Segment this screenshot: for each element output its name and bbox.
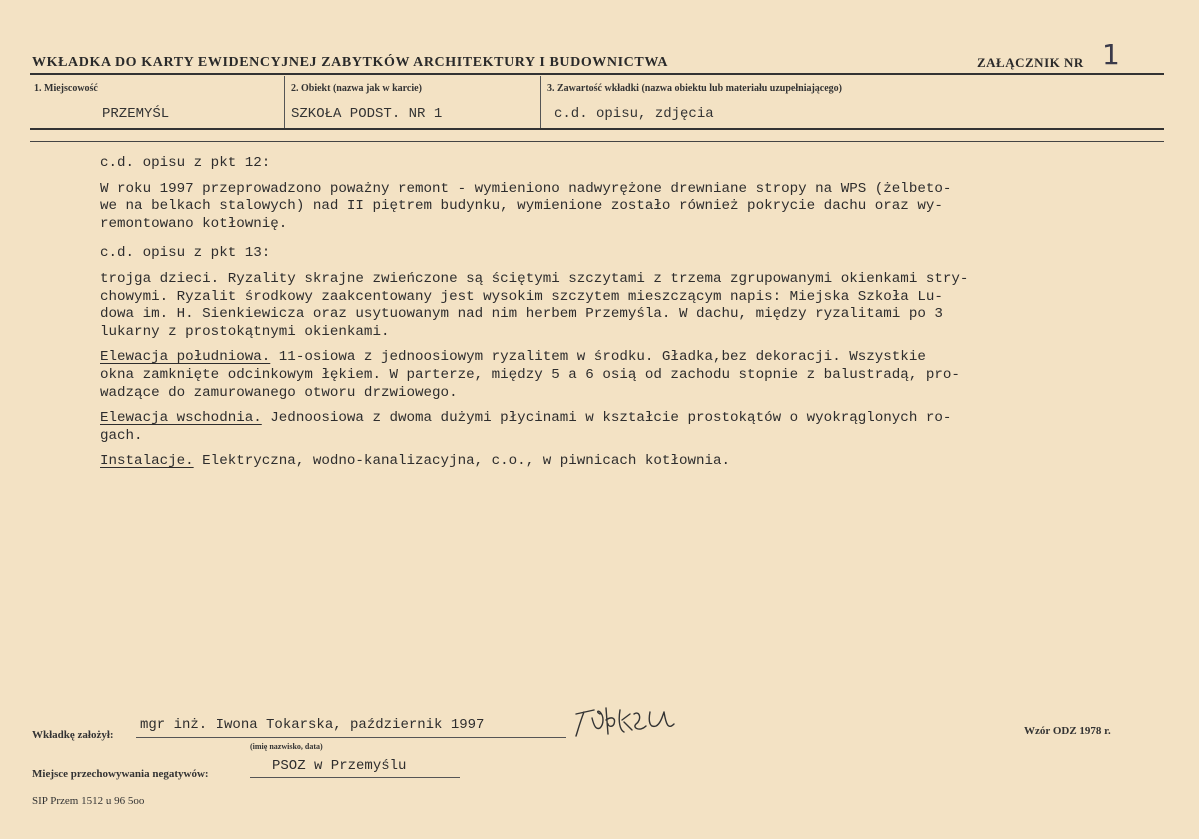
east-elevation-line: gach. [100,427,143,444]
content-label: 3. Zawartość wkładki (nazwa obiektu lub materiału uzupełniającego) [547,83,843,94]
place-value: PRZEMYŚL [102,106,170,122]
annex-number: 1 [1102,38,1120,71]
description-body [100,155,1130,471]
annex-label: ZAŁĄCZNIK NR [977,55,1084,70]
section12-heading: c.d. opisu z pkt 12: [100,155,271,171]
south-elevation-label: Elewacja południowa. [100,349,271,366]
south-elevation-line [100,349,1130,367]
section13-line: dowa im. H. Sienkiewicza oraz usytuowanym nad nim herbem Przemyśla. W dachu, między ryzalitami po 3 [100,306,943,323]
field-divider-1 [284,76,285,128]
place-label: 1. Miejscowość [34,83,98,94]
form-model: Wzór ODZ 1978 r. [1024,725,1111,737]
installations-text: Elektryczna, wodno-kanalizacyjna, c.o., w piwnicach kotłownia. [193,453,731,470]
field-divider-2 [540,76,541,128]
section13-line: trojga dzieci. Ryzality skrajne zwieńczone są ściętymi szczytami z trzema zgrupowanymi okienkami stry- [100,270,969,287]
storage-value: PSOZ w Przemyślu [272,758,407,774]
header-rule-top [30,73,1164,75]
south-elevation-line: okna zamknięte odcinkowym łękiem. W parterze, między 5 a 6 osią od zachodu stopnie z balustradą, pro- [100,366,960,383]
section13-line: lukarny z prostokątnymi okienkami. [100,323,390,340]
east-elevation-label: Elewacja wschodnia. [100,410,262,427]
installations-line [100,453,1130,471]
card-title: WKŁADKA DO KARTY EWIDENCYJNEJ ZABYTKÓW ARCHITEKTURY I BUDOWNICTWA [32,55,669,70]
print-info: SIP Przem 1512 u 96 5oo [32,795,145,807]
signature-image [570,700,680,740]
body-rule [30,141,1164,142]
storage-line [250,777,460,778]
storage-label: Miejsce przechowywania negatywów: [32,768,209,780]
section12-line: we na belkach stalowych) nad II piętrem budynku, wymienione zostało również pokrycie dachu oraz wy- [100,198,943,215]
header-rule-bottom [30,128,1164,130]
east-elevation-text: Jednoosiowa z dwoma dużymi płycinami w kształcie prostokątów o wyokrąglonych ro- [261,410,952,427]
south-elevation-text: 11-osiowa z jednoosiowym ryzalitem w środku. Gładka,bez dekoracji. Wszystkie [270,349,926,366]
content-value: c.d. opisu, zdjęcia [554,106,714,122]
author-label: Wkładkę założył: [32,729,114,741]
author-line [136,737,566,738]
south-elevation-line: wadzące do zamurowanego otworu drzwiowego. [100,384,458,401]
object-value: SZKOŁA PODST. NR 1 [291,106,443,122]
author-value: mgr inż. Iwona Tokarska, październik 1997 [140,717,485,733]
section13-heading: c.d. opisu z pkt 13: [100,245,271,262]
section12-line: W roku 1997 przeprowadzono poważny remont - wymieniono nadwyrężone drewniane stropy na WPS (żelbeto- [100,180,952,197]
object-label: 2. Obiekt (nazwa jak w karcie) [291,83,422,94]
section12-line: remontowano kotłownię. [100,215,288,232]
east-elevation-line [100,410,1130,428]
installations-label: Instalacje. [100,453,194,470]
section13-line: chowymi. Ryzalit środkowy zaakcentowany jest wysokim szczytem mieszczącym napis: Miejska Szkoła Lu- [100,288,943,305]
author-note: (imię nazwisko, data) [250,742,323,751]
